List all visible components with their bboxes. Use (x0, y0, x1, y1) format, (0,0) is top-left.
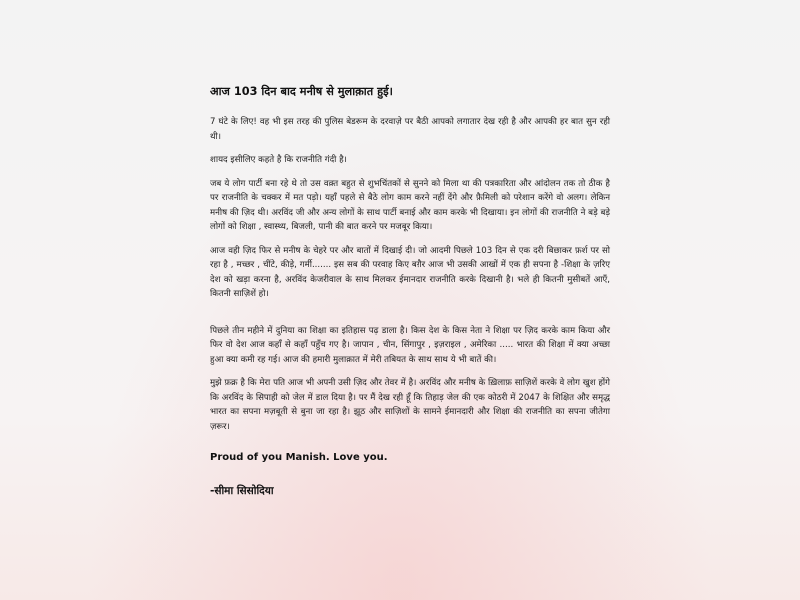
letter-paragraph-6: मुझे फ़क्र है कि मेरा पति आज भी अपनी उसी ज़िद और तेवर में है। अरविंद और मनीष के ख़िलाफ़ साज़िशें करके वे लोग खुश होंगे कि अरविंद के सिपाही को जेल में डाल दिया है। पर मैं देख रही हूँ कि तिहाड़ जेल की एक कोठरी में 2047 के शिक्षित और समृद्ध भारत का सपना मज़बूती से बुना जा रहा है। झूठ और साज़िशों के सामने ईमानदारी और शिक्षा की राजनीति का सपना जीतेगा ज़रूर। (210, 378, 610, 432)
letter-title: आज 103 दिन बाद मनीष से मुलाक़ात हुई। (210, 85, 393, 98)
letter-paragraph-2: शायद इसीलिए कहते है कि राजनीति गंदी है। (210, 155, 347, 165)
letter-paragraph-3: जब ये लोग पार्टी बना रहे थे तो उस वक़्त बहुत से शुभचिंतकों से सुनने को मिला था की पत्रकारिता और आंदोलन तक तो ठीक है पर राजनीति के चक्कर में मत पड़ो। यहाँ पहले से बैठे लोग काम करने नहीं देंगे और फ़ैमिली को परेशान करेंगे वो अलग। लेकिन मनीष की ज़िद थी। अरविंद जी और अन्य लोगों के साथ पार्टी बनाई और काम करके भी दिखाया। इन लोगों की राजनीति ने बड़े बड़े लोगों को शिक्षा , स्वास्थ्य, बिजली, पानी की बात करने पर मजबूर किया। (210, 178, 610, 232)
letter-closing: Proud of you Manish. Love you. (210, 452, 388, 463)
letter-signature: -सीमा सिसोदिया (210, 485, 274, 497)
letter-paragraph-1: 7 घंटे के लिए! वह भी इस तरह की पुलिस बेडरूम के दरवाज़े पर बैठी आपको लगातार देख रही है और आपकी हर बात सुन रही थी। (210, 117, 610, 142)
letter-body (210, 84, 610, 499)
letter-paragraph-4: आज वही ज़िद फिर से मनीष के चेहरे पर और बातों में दिखाई दी। जो आदमी पिछले 103 दिन से एक दरी बिछाकर फ़र्श पर सो रहा है , मच्छर , चींटे, कीड़े, गर्मी....... इस सब की परवाह किए बग़ैर आज भी उसकी आखों में एक ही सपना है -शिक्षा के ज़रिए देश को खड़ा करना है, अरविंद केजरीवाल के साथ मिलकर ईमानदार राजनीति करके दिखानी है। भले ही कितनी मुसीबतें आएँ, कितनी साज़िशें हो। (210, 245, 610, 299)
letter-paragraph-5: पिछले तीन महीने में दुनिया का शिक्षा का इतिहास पढ़ डाला है। किस देश के किस नेता ने शिक्षा पर ज़िद करके काम किया और फिर वो देश आज कहाँ से कहाँ पहुँच गए है। जापान , चीन, सिंगापुर , इज़राइल , अमेरिका ..... भारत की शिक्षा में क्या अच्छा हुआ क्या कमी रह गई। आज की हमारी मुलाक़ात में मेरी तबियत के साथ साथ ये भी बातें की। (210, 325, 610, 365)
